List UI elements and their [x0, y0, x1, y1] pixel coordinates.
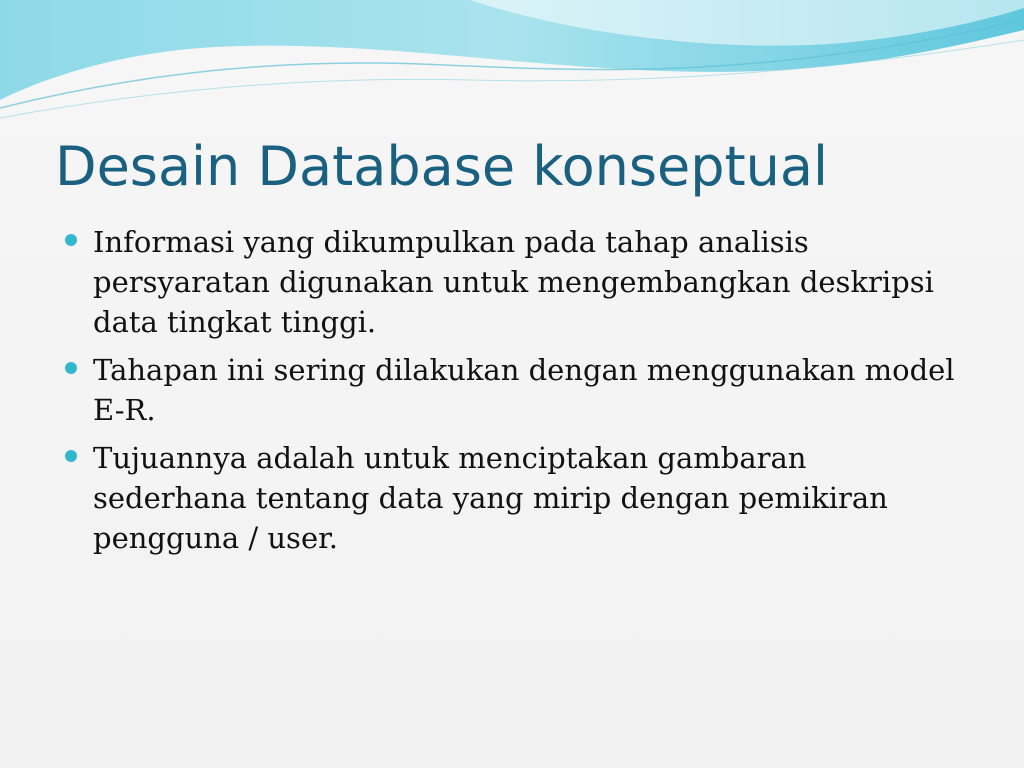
bullet-dot-icon	[65, 362, 77, 374]
header-wave-decoration	[0, 0, 1024, 130]
bullet-text: Tujuannya adalah untuk menciptakan gambaran sederhana tentang data yang mirip dengan pemikiran pengguna / user.	[93, 441, 888, 555]
bullet-item	[62, 438, 962, 558]
slide-title: Desain Database konseptual	[55, 135, 828, 198]
bullet-dot-icon	[65, 234, 77, 246]
bullet-item	[62, 350, 962, 430]
bullet-text: Informasi yang dikumpulkan pada tahap analisis persyaratan digunakan untuk mengembangkan deskripsi data tingkat tinggi.	[93, 225, 934, 339]
bullet-text: Tahapan ini sering dilakukan dengan menggunakan model E-R.	[93, 353, 955, 427]
bullet-dot-icon	[65, 450, 77, 462]
bullet-list	[62, 222, 962, 566]
bullet-item	[62, 222, 962, 342]
